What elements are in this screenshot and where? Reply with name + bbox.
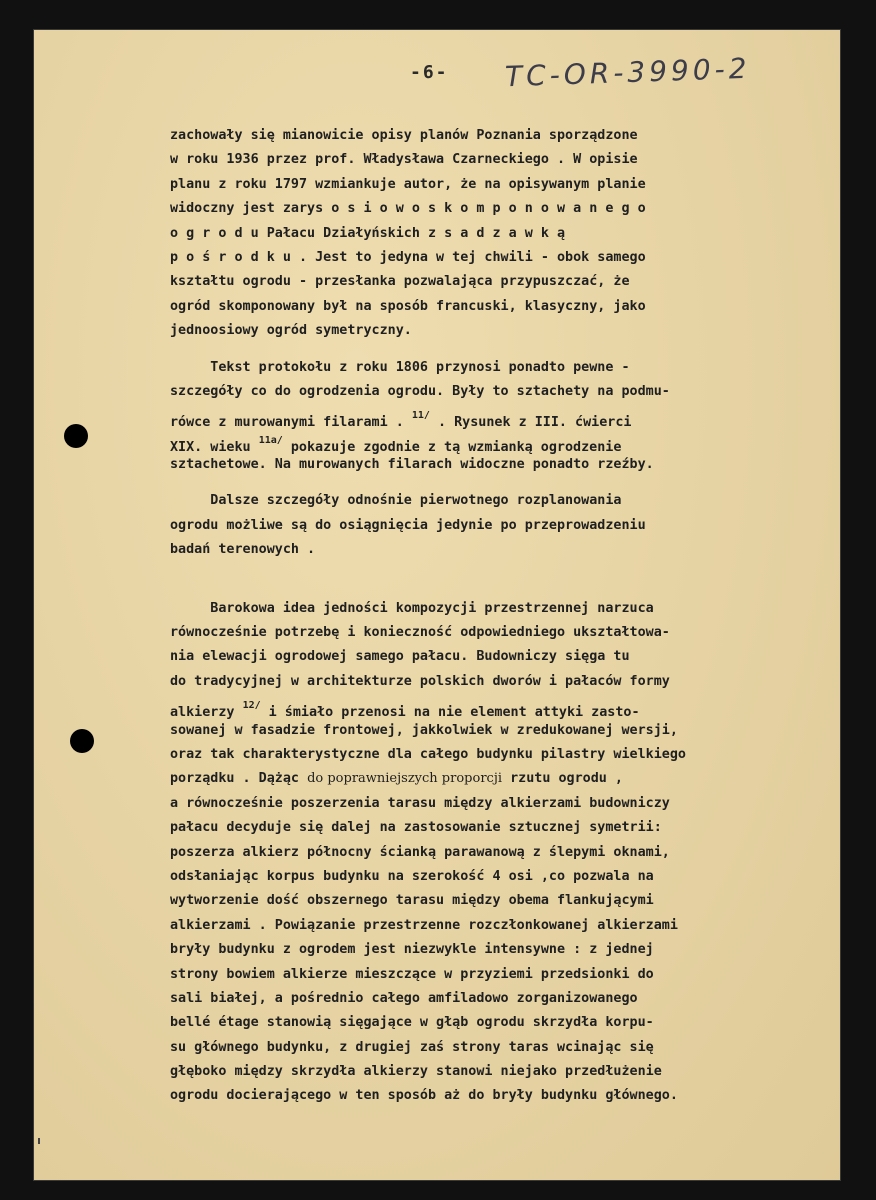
page-number: -6- <box>410 62 449 83</box>
text-segment: pokazuje zgodnie z tą wzmianką ogrodzenie <box>282 439 622 455</box>
text-line: kształtu ogrodu - przesłanka pozwalająca przypuszczać, że <box>170 274 630 290</box>
footnote-ref: 11/ <box>411 410 430 422</box>
text-line: alkierzami . Powiązanie przestrzenne rozczłonkowanej alkierzami <box>170 917 678 933</box>
text-line: zachowały się mianowicie opisy planów Poznania sporządzone <box>170 128 638 143</box>
text-line: odsłaniając korpus budynku na szerokość 4 osi ,co pozwala na <box>170 868 654 884</box>
text-line: ogrodu możliwe są do osiągnięcia jedynie po przeprowadzeniu <box>170 517 646 533</box>
text-line: pałacu decyduje się dalej na zastosowanie sztucznej symetrii: <box>170 820 662 836</box>
text-line: o g r o d u Pałacu Działyńskich z s a d z a w k ą <box>170 225 566 241</box>
text-line: planu z roku 1797 wzmiankuje autor, że na opisywanym planie <box>170 176 646 192</box>
text-segment: porządku . Dążąc <box>170 771 308 787</box>
text-segment: alkierzy <box>170 705 243 721</box>
text-line: a równocześnie poszerzenia tarasu między alkierzami budowniczy <box>170 795 670 811</box>
inserted-text: do poprawniejszych proporcji <box>307 771 503 787</box>
text-line: jednoosiowy ogród symetryczny. <box>170 323 412 339</box>
text-line: ogród skomponowany był na sposób francuski, klasyczny, jako <box>170 298 646 314</box>
paragraph-1 <box>170 124 835 344</box>
text-line: ogrodu docierającego w ten sposób aż do bryły budynku głównego. <box>170 1088 678 1104</box>
handwritten-reference: TC-OR-3990-2 <box>504 51 752 94</box>
text-line: w roku 1936 przez prof. Władysława Czarneckiego . W opisie <box>170 152 638 168</box>
punch-hole <box>64 424 88 448</box>
text-line: Tekst protokołu z roku 1806 przynosi ponadto pewne - <box>170 359 630 375</box>
text-segment: XIX. wieku <box>170 439 259 455</box>
text-line <box>170 767 835 791</box>
text-line: sali białej, a pośrednio całego amfiladowo zorganizowanego <box>170 990 638 1006</box>
text-segment: . Rysunek z III. ćwierci <box>429 415 632 431</box>
text-line: su głównego budynku, z drugiej zaś strony taras wcinając się <box>170 1039 654 1055</box>
text-line <box>170 429 835 453</box>
paragraph-4 <box>170 597 835 1109</box>
text-line: poszerza alkierz północny ścianką parawanową z ślepymi oknami, <box>170 844 670 860</box>
text-line: do tradycyjnej w architekturze polskich dworów i pałaców formy <box>170 673 670 689</box>
text-line: Dalsze szczegóły odnośnie pierwotnego rozplanowania <box>170 493 622 509</box>
paragraph-3 <box>170 489 835 562</box>
footnote-ref: 12/ <box>242 700 261 712</box>
text-line: szczegóły co do ogrodzenia ogrodu. Były to sztachety na podmu- <box>170 383 670 399</box>
text-line: sztachetowe. Na murowanych filarach widoczne ponadto rzeźby. <box>170 457 654 473</box>
text-line: Barokowa idea jedności kompozycji przestrzennej narzuca <box>170 600 654 616</box>
text-line: wytworzenie dość obszernego tarasu między obema flankującymi <box>170 893 654 909</box>
text-line: oraz tak charakterystyczne dla całego budynku pilastry wielkiego <box>170 746 686 762</box>
text-line: sowanej w fasadzie frontowej, jakkolwiek w zredukowanej wersji, <box>170 722 678 738</box>
text-line: strony bowiem alkierze mieszczące w przyziemi przedsionki do <box>170 966 654 982</box>
text-line: bryły budynku z ogrodem jest niezwykle intensywne : z jednej <box>170 942 654 958</box>
text-line: p o ś r o d k u . Jest to jedyna w tej chwili - obok samego <box>170 249 646 265</box>
text-line: badań terenowych . <box>170 542 316 558</box>
text-line: bellé étage stanowią sięgające w głąb ogrodu skrzydła korpu- <box>170 1015 654 1031</box>
body-text <box>170 124 835 1109</box>
paragraph-2 <box>170 356 835 478</box>
text-segment: rzutu ogrodu , <box>502 771 623 787</box>
text-segment: rówce z murowanymi filarami . <box>170 415 412 431</box>
text-line: równocześnie potrzebę i konieczność odpowiedniego ukształtowa- <box>170 625 670 641</box>
footnote-ref: 11a/ <box>258 434 283 446</box>
text-line <box>170 404 835 431</box>
punch-hole <box>70 729 94 753</box>
text-segment: i śmiało przenosi na nie element attyki zasto- <box>260 705 640 721</box>
text-line: widoczny jest zarys o s i o w o s k o m p o n o w a n e g o <box>170 201 646 217</box>
text-line: nia elewacji ogrodowej samego pałacu. Budowniczy sięga tu <box>170 649 630 665</box>
text-line: głęboko między skrzydła alkierzy stanowi niejako przedłużenie <box>170 1064 662 1080</box>
text-line <box>170 694 835 721</box>
margin-mark <box>38 1138 40 1144</box>
